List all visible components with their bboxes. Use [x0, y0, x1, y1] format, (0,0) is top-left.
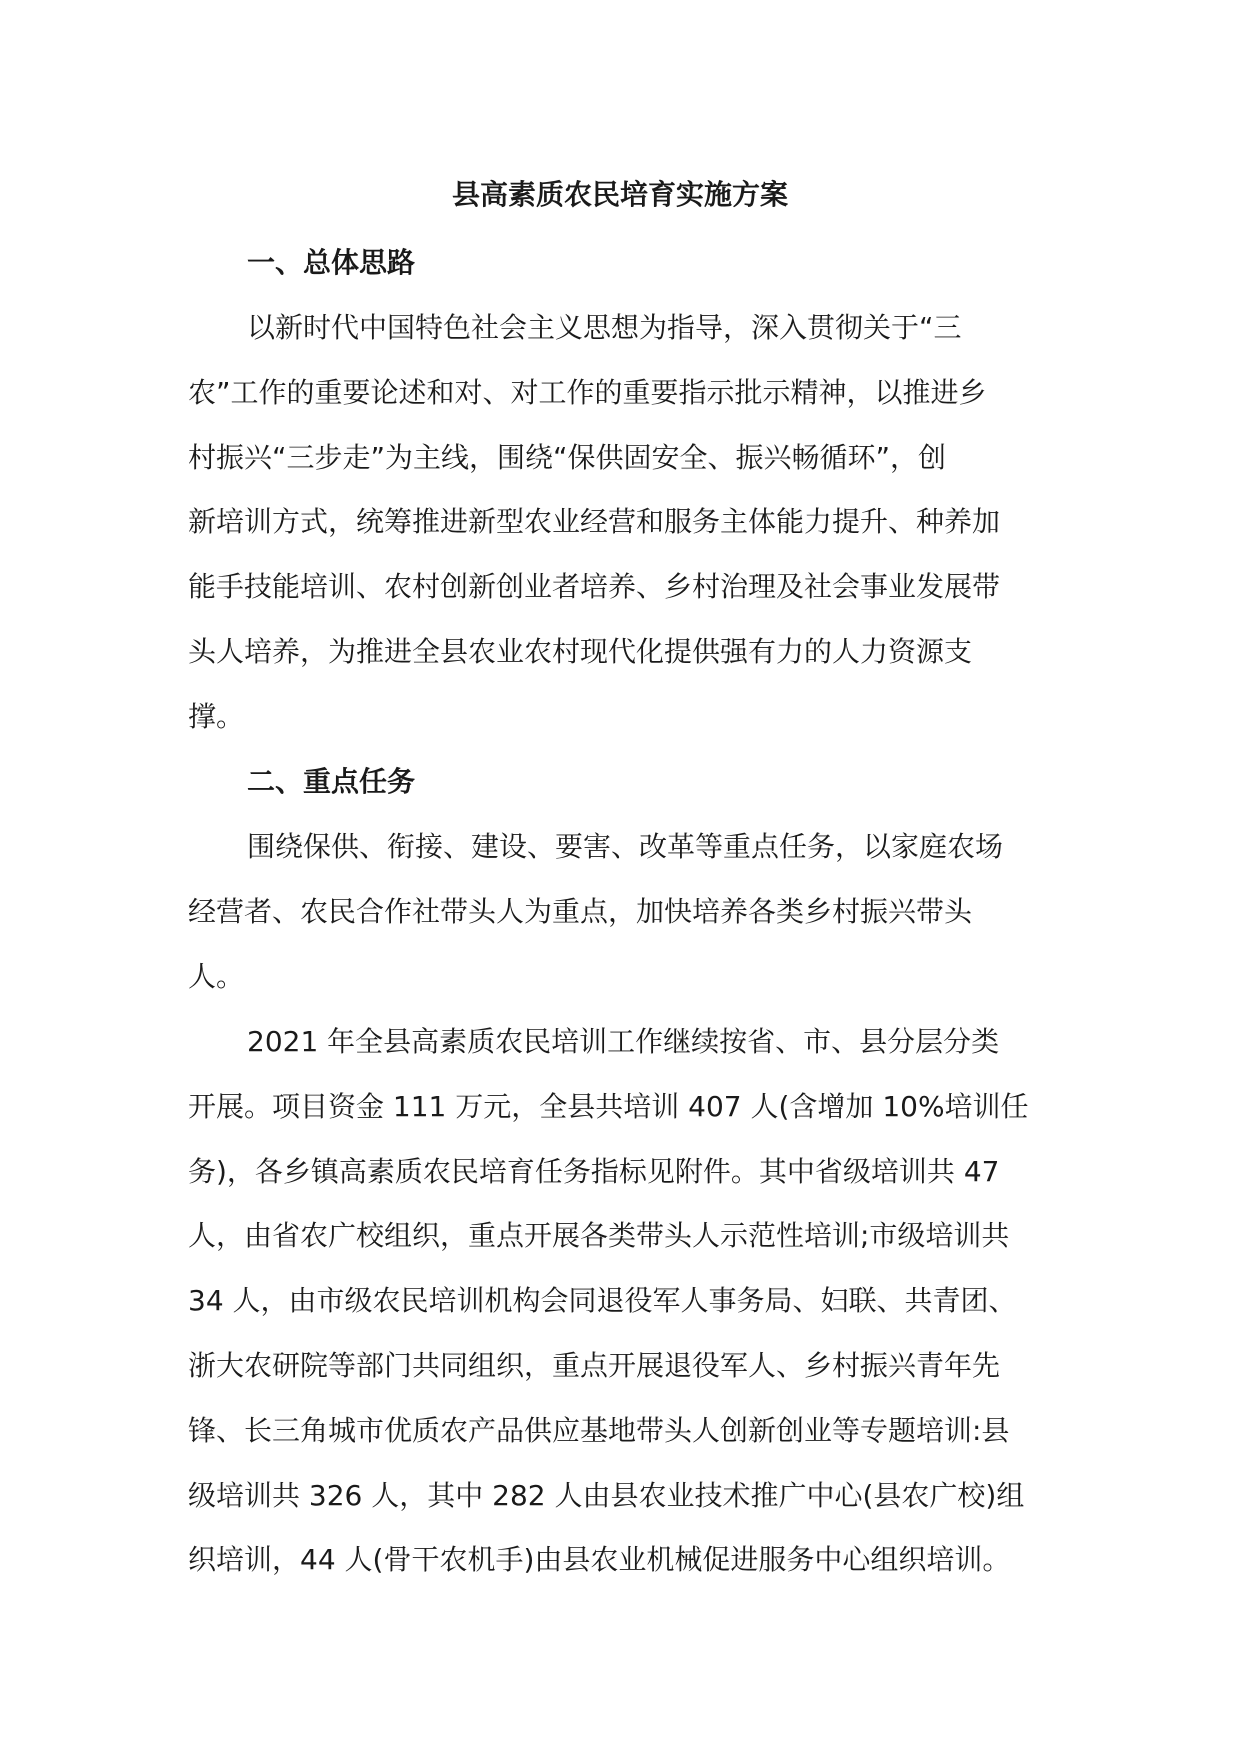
- paragraph-line: 浙大农研院等部门共同组织，重点开展退役军人、乡村振兴青年先: [188, 1348, 1001, 1382]
- paragraph-line: 撑。: [188, 699, 245, 733]
- paragraph-line: 人。: [188, 959, 245, 993]
- paragraph-line: 以新时代中国特色社会主义思想为指导，深入贯彻关于“三: [247, 311, 962, 344]
- paragraph-line: 34 人，由市级农民培训机构会同退役军人事务局、妇联、共青团、: [188, 1284, 1017, 1318]
- paragraph-line: 人，由省农广校组织，重点开展各类带头人示范性培训;市级培训共: [188, 1219, 1010, 1253]
- document-title: 县高素质农民培育实施方案: [451, 178, 788, 211]
- paragraph-line: 开展。项目资金 111 万元，全县共培训 407 人(含增加 10%培训任: [188, 1089, 1029, 1123]
- paragraph-line: 新培训方式，统筹推进新型农业经营和服务主体能力提升、种养加: [188, 505, 1001, 539]
- paragraph-line: 级培训共 326 人，其中 282 人由县农业技术推广中心(县农广校)组: [188, 1478, 1025, 1512]
- paragraph-line: 村振兴“三步走”为主线，围绕“保供固安全、振兴畅循环”，创: [188, 440, 947, 474]
- paragraph-line: 织培训，44 人(骨干农机手)由县农业机械促进服务中心组织培训。: [188, 1543, 1011, 1577]
- paragraph-line: 围绕保供、衔接、建设、要害、改革等重点任务，以家庭农场: [247, 830, 1004, 863]
- paragraph-overall-approach: [188, 296, 1068, 750]
- paragraph-line: 农”工作的重要论述和对、对工作的重要指示批示精神，以推进乡: [188, 375, 987, 409]
- paragraph-training-plan-2021: [188, 1010, 1068, 1593]
- paragraph-line: 2021 年全县高素质农民培训工作继续按省、市、县分层分类: [247, 1025, 1000, 1058]
- paragraph-key-tasks-intro: [188, 815, 1068, 1009]
- section-heading-overall-approach: 一、总体思路: [247, 246, 416, 279]
- paragraph-line: 经营者、农民合作社带头人为重点，加快培养各类乡村振兴带头: [188, 894, 973, 928]
- paragraph-line: 能手技能培训、农村创新创业者培养、乡村治理及社会事业发展带: [188, 570, 1001, 604]
- paragraph-line: 务)，各乡镇高素质农民培育任务指标见附件。其中省级培训共 47: [188, 1154, 1000, 1188]
- paragraph-line: 头人培养，为推进全县农业农村现代化提供强有力的人力资源支: [188, 634, 973, 668]
- paragraph-line: 锋、长三角城市优质农产品供应基地带头人创新创业等专题培训:县: [188, 1413, 1010, 1447]
- section-heading-key-tasks: 二、重点任务: [247, 765, 416, 798]
